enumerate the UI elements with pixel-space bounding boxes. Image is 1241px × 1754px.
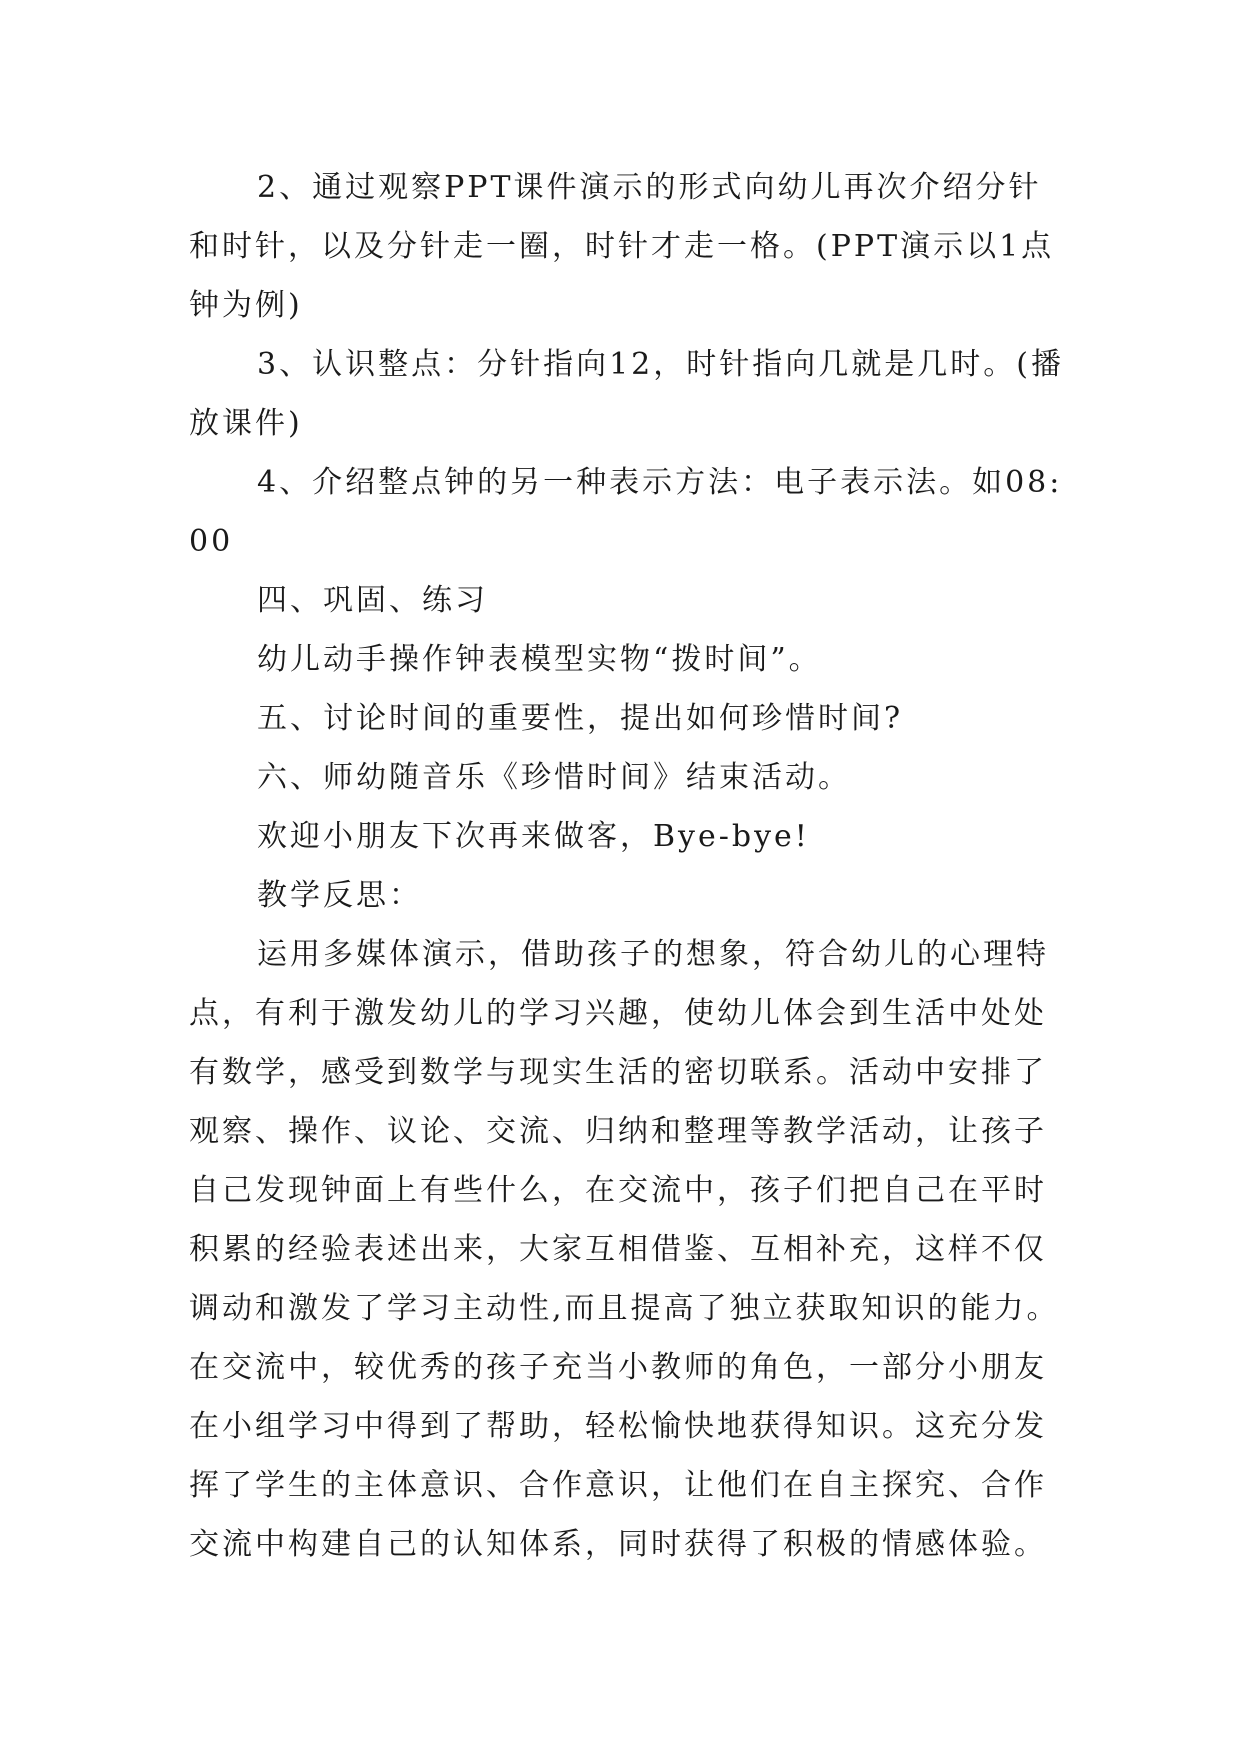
text-line: 教学反思： (257, 878, 422, 913)
paragraph-farewell (189, 807, 1069, 866)
text-line: 六、师幼随音乐《珍惜时间》结束活动。 (257, 760, 851, 795)
paragraph-reflection-body (189, 925, 1069, 1574)
paragraph-hands-on (189, 630, 1069, 689)
paragraph-step-3 (189, 335, 1069, 453)
section-heading-consolidate (189, 571, 1069, 630)
text-line: 放课件) (189, 406, 303, 441)
section-heading-discussion (189, 689, 1069, 748)
text-line: 在交流中，较优秀的孩子充当小教师的角色，一部分小朋友 (189, 1350, 1047, 1385)
text-line: 观察、操作、议论、交流、归纳和整理等教学活动，让孩子 (189, 1114, 1047, 1149)
text-line: 钟为例) (189, 288, 303, 323)
text-line: 幼儿动手操作钟表模型实物“拨时间”。 (257, 642, 822, 677)
text-line: 有数学，感受到数学与现实生活的密切联系。活动中安排了 (189, 1055, 1047, 1090)
document-page (189, 158, 1069, 1574)
paragraph-step-4 (189, 453, 1069, 571)
text-line: 积累的经验表述出来，大家互相借鉴、互相补充，这样不仅 (189, 1232, 1047, 1267)
text-line: 4、介绍整点钟的另一种表示方法：电子表示法。如08: (257, 465, 1063, 500)
section-heading-ending (189, 748, 1069, 807)
text-line: 挥了学生的主体意识、合作意识，让他们在自主探究、合作 (189, 1468, 1047, 1503)
text-line: 自己发现钟面上有些什么，在交流中，孩子们把自己在平时 (189, 1173, 1047, 1208)
text-line: 运用多媒体演示，借助孩子的想象，符合幼儿的心理特 (257, 937, 1049, 972)
text-line: 欢迎小朋友下次再来做客，Bye-bye! (257, 819, 810, 854)
text-line: 四、巩固、练习 (257, 583, 488, 618)
paragraph-step-2 (189, 158, 1069, 335)
text-line: 3、认识整点：分针指向12，时针指向几就是几时。(播 (257, 347, 1064, 382)
text-line: 00 (189, 524, 234, 559)
text-line: 点，有利于激发幼儿的学习兴趣，使幼儿体会到生活中处处 (189, 996, 1047, 1031)
text-line: 在小组学习中得到了帮助，轻松愉快地获得知识。这充分发 (189, 1409, 1047, 1444)
text-line: 调动和激发了学习主动性,而且提高了独立获取知识的能力。 (189, 1291, 1060, 1326)
text-line: 交流中构建自己的认知体系，同时获得了积极的情感体验。 (189, 1527, 1047, 1562)
section-heading-reflection (189, 866, 1069, 925)
text-line: 和时针，以及分针走一圈，时针才走一格。(PPT演示以1点 (189, 229, 1055, 264)
text-line: 五、讨论时间的重要性，提出如何珍惜时间? (257, 701, 904, 736)
text-line: 2、通过观察PPT课件演示的形式向幼儿再次介绍分针 (257, 170, 1042, 205)
